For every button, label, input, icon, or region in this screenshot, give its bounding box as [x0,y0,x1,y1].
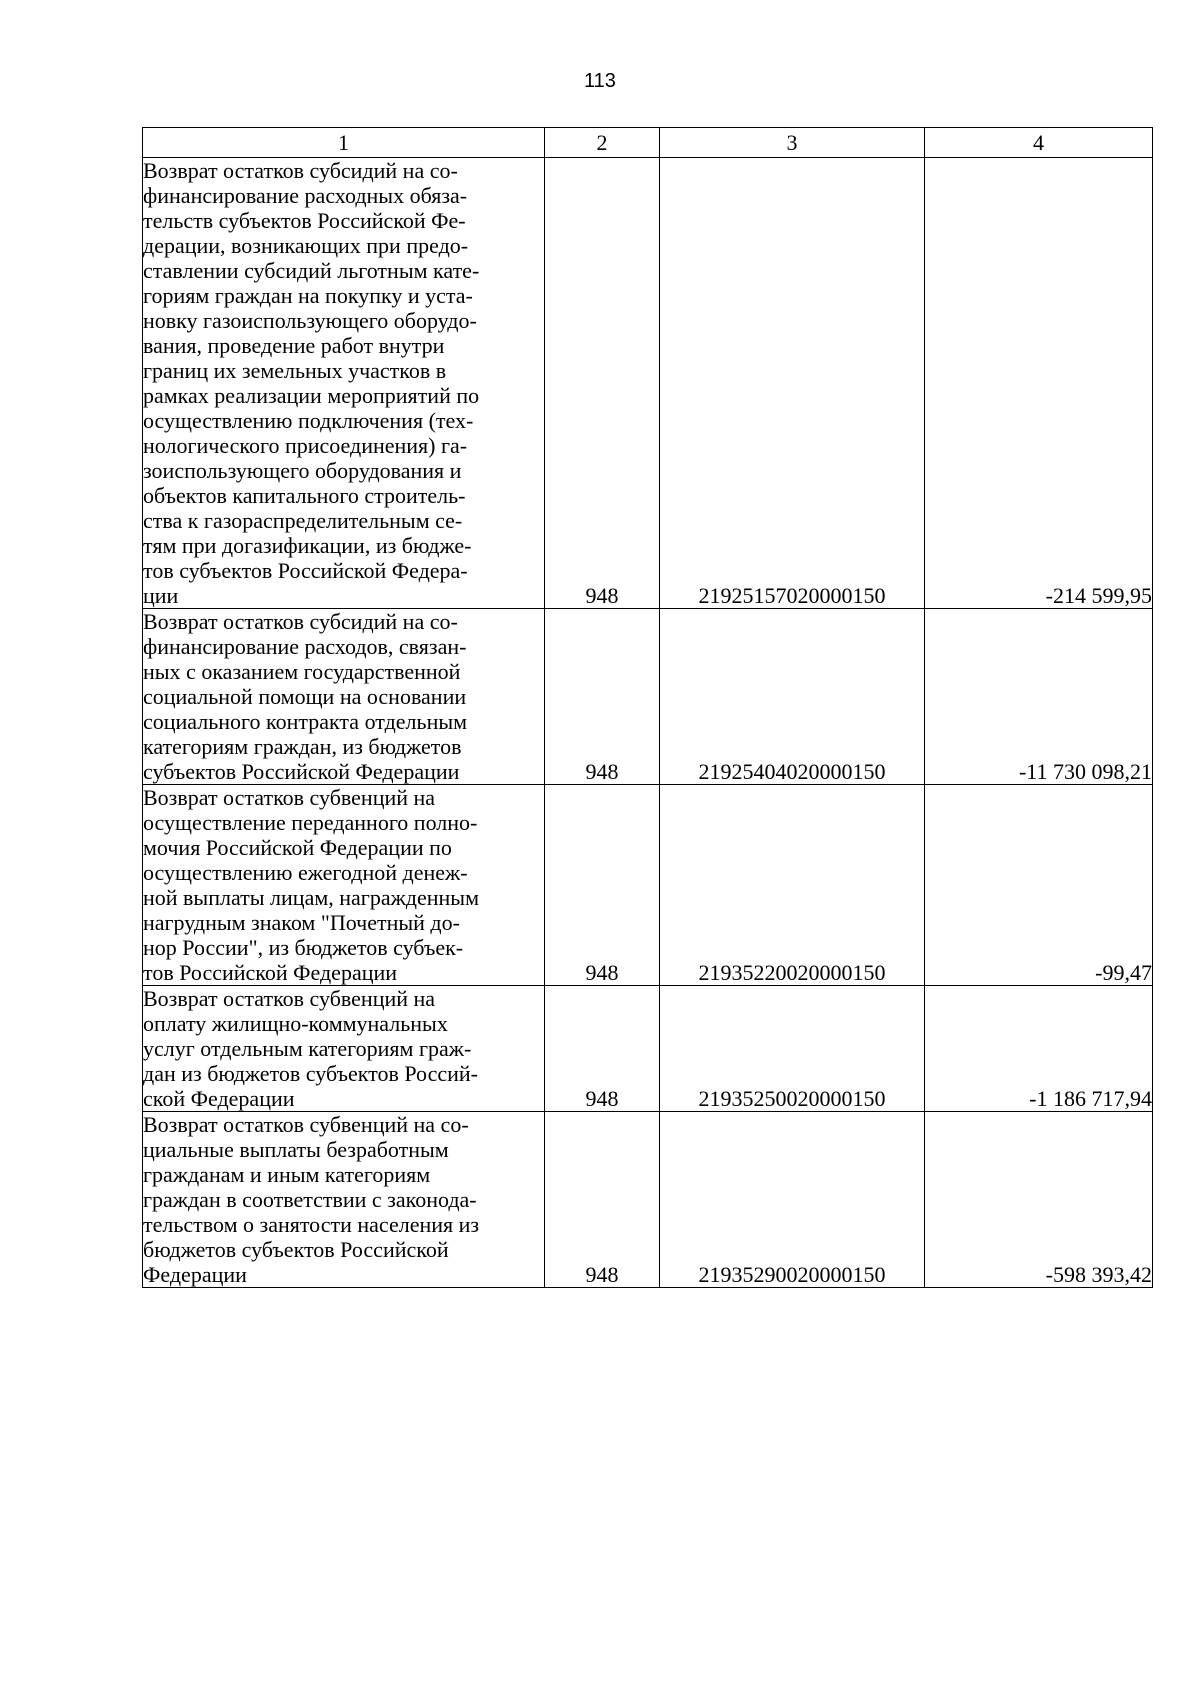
page-number: 113 [584,70,616,92]
amount-cell: -214 599,95 [925,158,1153,609]
budget-code-cell: 21925404020000150 [660,609,925,785]
row-description-cell [143,785,545,986]
row-description: Возврат остатков субвенций на осуществление переданного полно- мочия Российской Федерации по осуществлению ежегодной денеж- ной выплаты лицам, награжденным нагрудным знаком "Почетный до- нор России", из бюджетов субъек- тов Российской Федерации [143,785,480,985]
budget-code-cell: 21935250020000150 [660,986,925,1112]
column-header-1: 1 [143,128,545,158]
admin-code-cell: 948 [545,1112,660,1288]
admin-code-cell: 948 [545,986,660,1112]
row-description: Возврат остатков субвенций на оплату жилищно-коммунальных услуг отдельным категориям граж- дан из бюджетов субъектов Россий- ской Федерации [143,986,479,1111]
row-description-cell [143,158,545,609]
column-header-4: 4 [925,128,1153,158]
admin-code-cell: 948 [545,609,660,785]
budget-code-cell: 21935290020000150 [660,1112,925,1288]
row-description: Возврат остатков субсидий на со- финансирование расходных обяза- тельств субъектов Российской Фе- дерации, возникающих при предо- ставлении субсидий льготным кате- гориям граждан на покупку и уста- новку газоиспользующего оборудо- вания, проведение работ внутри границ их земельных участков в рамках реализации мероприятий по осуществлению подключения (тех- нологического присоединения) га- зоиспользующего оборудования и объектов капитального строитель- ства к газораспределительным се- тям при догазификации, из бюдже- тов субъектов Российской Федера- ции [143,158,480,608]
amount-cell: -99,47 [925,785,1153,986]
budget-table [142,127,1153,1288]
table-row [143,785,1153,986]
table-row [143,986,1153,1112]
admin-code-cell: 948 [545,158,660,609]
column-header-2: 2 [545,128,660,158]
column-header-3: 3 [660,128,925,158]
row-description: Возврат остатков субсидий на со- финансирование расходов, связан- ных с оказанием государственной социальной помощи на основании социального контракта отдельным категориям граждан, из бюджетов субъектов Российской Федерации [143,609,468,784]
amount-cell: -1 186 717,94 [925,986,1153,1112]
table-row [143,158,1153,609]
table-row [143,609,1153,785]
budget-code-cell: 21935220020000150 [660,785,925,986]
admin-code-cell: 948 [545,785,660,986]
row-description-cell [143,1112,545,1288]
row-description: Возврат остатков субвенций на со- циальные выплаты безработным гражданам и иным категориям граждан в соответствии с законода- тельством о занятости населения из бюджетов субъектов Российской Федерации [143,1112,480,1287]
amount-cell: -598 393,42 [925,1112,1153,1288]
row-description-cell [143,986,545,1112]
budget-code-cell: 21925157020000150 [660,158,925,609]
table-row [143,1112,1153,1288]
amount-cell: -11 730 098,21 [925,609,1153,785]
table-header-row [143,128,1153,158]
row-description-cell [143,609,545,785]
